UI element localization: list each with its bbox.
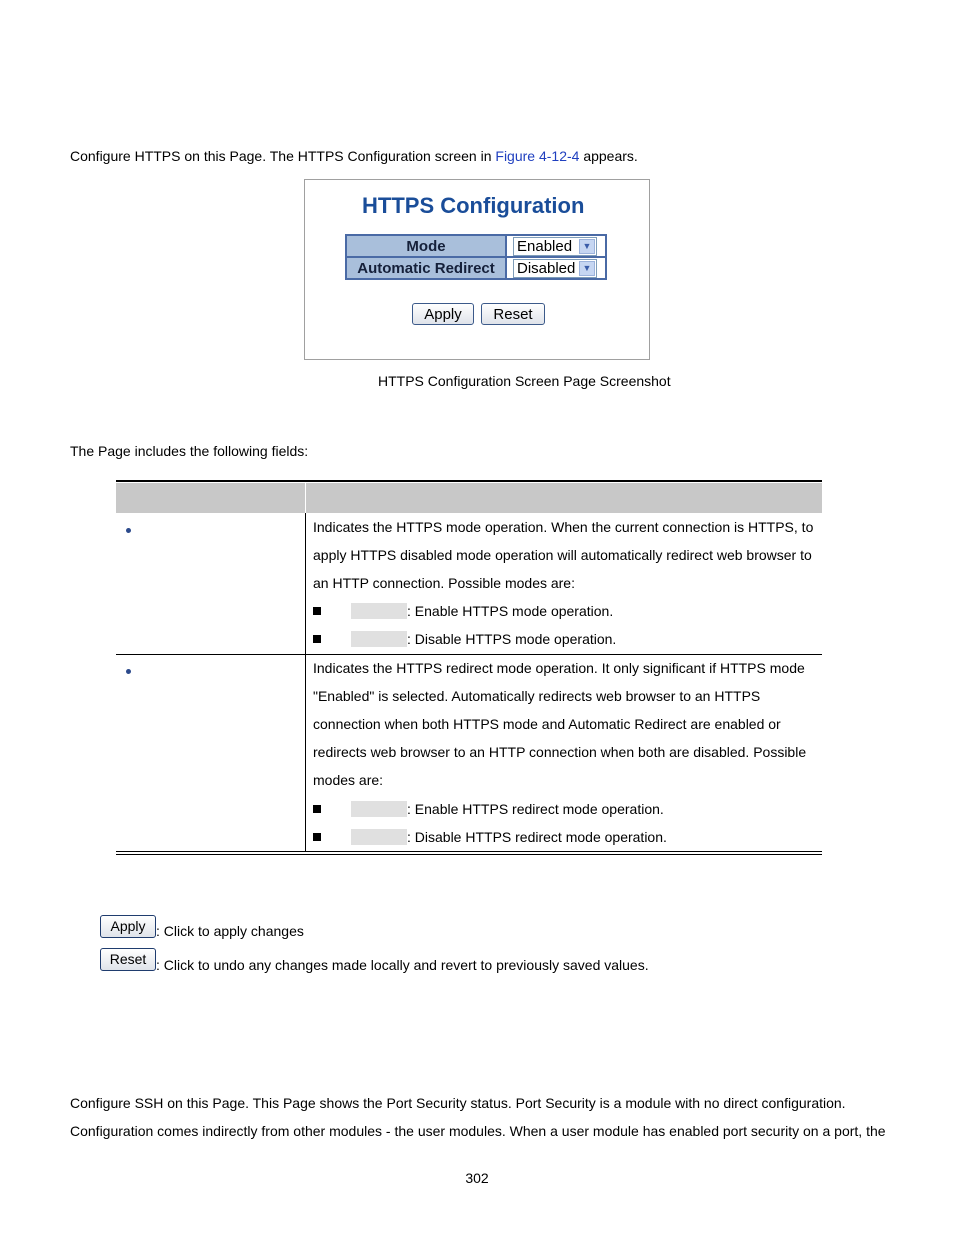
screenshot-title: HTTPS Configuration [362,193,585,218]
bullet-icon [126,669,131,674]
table-header [116,483,822,513]
apply-button[interactable]: Apply [412,303,474,325]
figure-caption: HTTPS Configuration Screen Page Screenshot [378,373,671,389]
mode-description: Indicates the HTTPS mode operation. When the current connection is HTTPS, to apply HTTPS disabled mode operation will automatically redirect web browser to an HTTP connection. Possible modes are: [313,519,814,591]
option-value-placeholder [351,801,407,817]
intro-text-after: appears. [579,148,638,164]
table-top-rule [116,480,822,482]
intro-paragraph [70,148,638,164]
square-bullet-icon [313,635,321,643]
reset-button[interactable]: Reset [481,303,545,325]
table-column-divider [305,513,306,852]
reset-button-sample[interactable]: Reset [100,948,156,971]
page-number: 302 [465,1170,489,1186]
mode-row [346,235,606,257]
mode-select-value: Enabled [517,237,573,255]
header-column-divider [305,483,306,513]
https-config-table [345,234,607,280]
redirect-option-enabled: : Enable HTTPS redirect mode operation. [313,795,664,823]
option-value-placeholder [351,631,407,647]
figure-link[interactable]: Figure 4-12-4 [495,148,580,164]
reset-button-description: Reset : Click to undo any changes made locally and revert to previously saved values. [100,945,649,973]
table-bottom-rule [116,851,822,852]
automatic-redirect-select[interactable] [513,259,597,278]
option-value-placeholder [351,603,407,619]
option-value-placeholder [351,829,407,845]
chevron-down-icon: ▼ [579,261,595,276]
mode-option-enabled: : Enable HTTPS mode operation. [313,597,613,625]
redirect-option-disabled: : Disable HTTPS redirect mode operation. [313,823,667,851]
square-bullet-icon [313,805,321,813]
table-bottom-rule-2 [116,854,822,855]
automatic-redirect-label: Automatic Redirect [346,257,506,279]
ssh-paragraph: Configure SSH on this Page. This Page shows the Port Security status. Port Security is a module with no direct configuration. Configuration comes indirectly from other modules - the user modules. When a user module has enabled port security on a port, the [70,1095,886,1139]
chevron-down-icon: ▼ [579,239,595,254]
fields-intro: The Page includes the following fields: [70,443,309,459]
redirect-description: Indicates the HTTPS redirect mode operation. It only significant if HTTPS mode "Enabled" is selected. Automatically redirects web browser to an HTTPS connection when both HTTPS mode and Automatic Redirect are enabled or redirects web browser to an HTTP connection when both are disabled. Possible modes are: [313,660,807,788]
apply-button-sample[interactable]: Apply [100,915,156,938]
bullet-icon [126,528,131,533]
square-bullet-icon [313,607,321,615]
https-config-screenshot [304,179,650,360]
square-bullet-icon [313,833,321,841]
intro-text-before: Configure HTTPS on this Page. The HTTPS Configuration screen in [70,148,496,164]
mode-label: Mode [346,235,506,257]
automatic-redirect-select-value: Disabled [517,259,576,277]
apply-button-description: Apply : Click to apply changes [100,913,304,939]
automatic-redirect-row [346,257,606,279]
mode-option-disabled: : Disable HTTPS mode operation. [313,625,616,653]
mode-select[interactable] [513,237,597,256]
